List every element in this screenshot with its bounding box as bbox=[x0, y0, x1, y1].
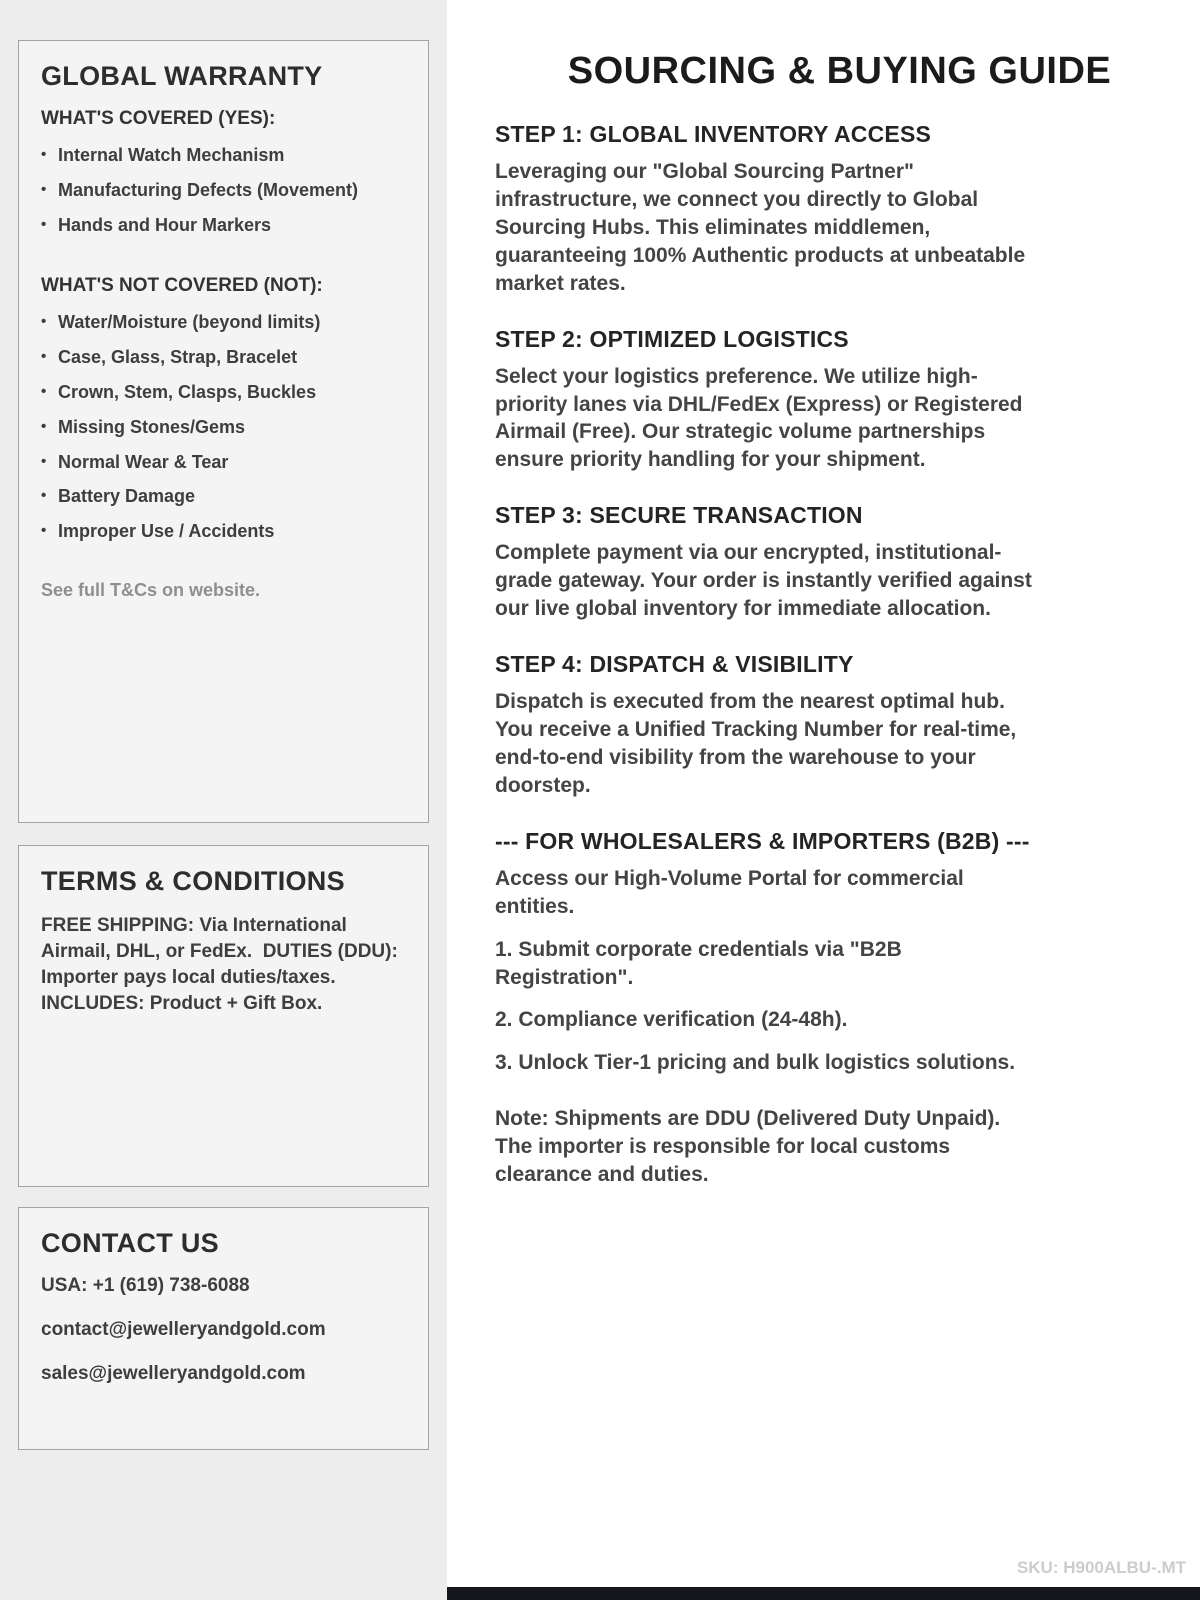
list-item: • Improper Use / Accidents bbox=[41, 522, 406, 542]
list-item: • Hands and Hour Markers bbox=[41, 216, 406, 236]
terms-title: TERMS & CONDITIONS bbox=[41, 866, 345, 896]
footer-bar bbox=[447, 1587, 1200, 1600]
not-covered-list bbox=[41, 313, 406, 542]
warranty-box bbox=[18, 40, 429, 823]
contact-email-primary: contact@jewelleryandgold.com bbox=[41, 1319, 326, 1340]
step-2-body: Select your logistics preference. We utilize high-priority lanes via DHL/FedEx (Express) or Registered Airmail (Free). Our strategic volume partnerships ensure priority handling for your shipment. bbox=[495, 364, 1023, 472]
b2b-note: Note: Shipments are DDU (Delivered Duty Unpaid). The importer is responsible for local customs clearance and duties. bbox=[495, 1107, 1001, 1187]
page-title: SOURCING & BUYING GUIDE bbox=[567, 50, 1112, 92]
main-content bbox=[447, 0, 1200, 1600]
b2b-step-2: 2. Compliance verification (24-48h). bbox=[495, 1008, 848, 1032]
b2b-step-1: 1. Submit corporate credentials via "B2B Registration". bbox=[495, 937, 902, 989]
sidebar bbox=[0, 0, 447, 1600]
warranty-footnote: See full T&Cs on website. bbox=[41, 579, 261, 600]
list-item: • Case, Glass, Strap, Bracelet bbox=[41, 348, 406, 368]
b2b-heading: --- FOR WHOLESALERS & IMPORTERS (B2B) --- bbox=[495, 827, 1030, 854]
list-item: • Crown, Stem, Clasps, Buckles bbox=[41, 383, 406, 403]
list-item: • Battery Damage bbox=[41, 487, 406, 507]
b2b-intro: Access our High-Volume Portal for commercial entities. bbox=[495, 866, 964, 918]
step-1-body: Leveraging our "Global Sourcing Partner" infrastructure, we connect you directly to Global Sourcing Hubs. This eliminates middlemen, guaranteeing 100% Authentic products at unbeatable market rates. bbox=[495, 160, 1026, 295]
contact-phone: USA: +1 (619) 738-6088 bbox=[41, 1275, 250, 1296]
step-1-heading: STEP 1: GLOBAL INVENTORY ACCESS bbox=[495, 121, 932, 147]
terms-box bbox=[18, 845, 429, 1187]
list-item: • Missing Stones/Gems bbox=[41, 418, 406, 438]
step-4-heading: STEP 4: DISPATCH & VISIBILITY bbox=[495, 651, 854, 678]
covered-title: WHAT'S COVERED (YES): bbox=[41, 108, 276, 129]
step-3-heading: STEP 3: SECURE TRANSACTION bbox=[495, 502, 863, 529]
contact-title: CONTACT US bbox=[41, 1228, 219, 1258]
contact-email-sales: sales@jewelleryandgold.com bbox=[41, 1363, 306, 1384]
not-covered-title: WHAT'S NOT COVERED (NOT): bbox=[41, 275, 323, 297]
step-2-heading: STEP 2: OPTIMIZED LOGISTICS bbox=[495, 325, 849, 352]
warranty-title: GLOBAL WARRANTY bbox=[41, 61, 323, 91]
b2b-step-3: 3. Unlock Tier-1 pricing and bulk logistics solutions. bbox=[495, 1051, 1016, 1075]
list-item: • Normal Wear & Tear bbox=[41, 453, 406, 473]
sku-label: SKU: H900ALBU-.MT bbox=[1016, 1558, 1186, 1577]
step-4-body: Dispatch is executed from the nearest optimal hub. You receive a Unified Tracking Number for real-time, end-to-end visibility from the warehouse to your doorstep. bbox=[495, 690, 1017, 797]
list-item: • Internal Watch Mechanism bbox=[41, 146, 406, 166]
step-3-body: Complete payment via our encrypted, institutional-grade gateway. Your order is instantly verified against our live global inventory for immediate allocation. bbox=[495, 541, 1032, 621]
terms-body: FREE SHIPPING: Via International Airmail, DHL, or FedEx. DUTIES (DDU): Importer pays local duties/taxes. INCLUDES: Product + Gift Box. bbox=[41, 915, 404, 1015]
contact-box bbox=[18, 1207, 429, 1450]
list-item: • Water/Moisture (beyond limits) bbox=[41, 313, 406, 333]
covered-list bbox=[41, 146, 406, 235]
list-item: • Manufacturing Defects (Movement) bbox=[41, 181, 406, 201]
